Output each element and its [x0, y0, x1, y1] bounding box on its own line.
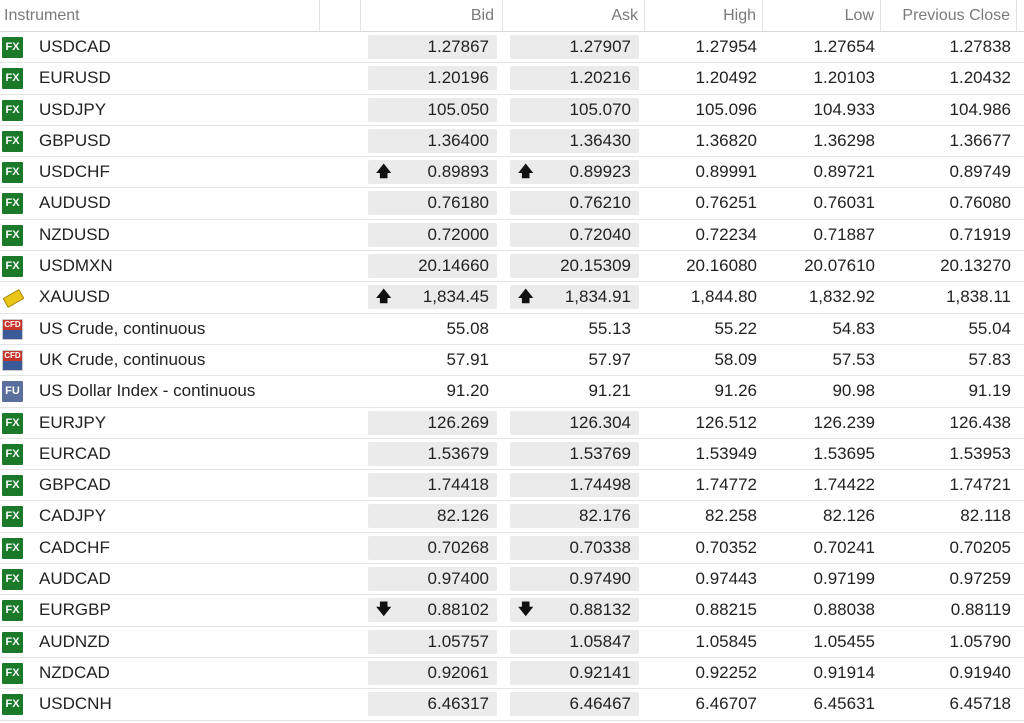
high-price: 1.20492 [695, 68, 757, 88]
previous-close-price: 0.88119 [950, 600, 1011, 620]
ask-price-cell[interactable] [510, 160, 639, 184]
previous-close-price: 55.04 [968, 318, 1011, 338]
ask-price-cell[interactable] [510, 442, 639, 466]
previous-close-price: 0.71919 [949, 224, 1011, 244]
table-row[interactable] [0, 595, 1024, 626]
cfd-icon-label: CFD [4, 319, 21, 329]
instrument-name: NZDUSD [39, 224, 110, 244]
bid-price-cell[interactable] [368, 223, 497, 247]
table-row[interactable] [0, 658, 1024, 689]
ask-price-cell[interactable] [510, 254, 639, 278]
previous-close-price: 91.19 [968, 381, 1011, 401]
previous-close-price: 57.83 [968, 349, 1011, 369]
fx-icon: FX [2, 225, 23, 246]
ask-price-cell[interactable] [510, 129, 639, 153]
previous-close-price: 1.05790 [949, 631, 1011, 651]
low-price: 0.89721 [813, 162, 875, 182]
arrow-up-icon: 🡅 [376, 163, 392, 181]
arrow-down-icon: 🡇 [376, 601, 392, 619]
high-price: 1.05845 [695, 631, 757, 651]
previous-close-price: 6.45718 [949, 694, 1011, 714]
futures-icon: FU [2, 381, 23, 402]
cfd-icon-band [3, 361, 22, 370]
previous-close-price: 1.53953 [949, 443, 1011, 463]
low-price: 1.05455 [813, 631, 875, 651]
low-price: 1.36298 [813, 130, 875, 150]
table-row[interactable] [0, 408, 1024, 439]
high-price: 6.46707 [695, 694, 757, 714]
instrument-name: UK Crude, continuous [39, 349, 206, 369]
ask-price: 6.46467 [569, 694, 631, 714]
low-price: 104.933 [813, 99, 875, 119]
high-price: 1.53949 [695, 443, 757, 463]
ask-price: 0.88132 [569, 600, 631, 620]
table-row[interactable] [0, 220, 1024, 251]
fx-icon: FX [2, 569, 23, 590]
table-row[interactable] [0, 501, 1024, 532]
ask-price: 20.15309 [560, 256, 631, 276]
bid-price-cell[interactable] [368, 129, 497, 153]
instrument-name: USDCHF [39, 162, 110, 182]
fx-icon: FX [2, 413, 23, 434]
ask-price: 0.76210 [569, 193, 631, 213]
bid-price: 82.126 [437, 506, 489, 526]
column-header-high[interactable]: High [645, 0, 763, 31]
fx-icon: FX [2, 506, 23, 527]
column-header-instrument[interactable]: Instrument [0, 0, 320, 31]
bid-price-cell[interactable] [368, 411, 497, 435]
instrument-name: EURGBP [39, 600, 111, 620]
previous-close-price: 1.36677 [949, 130, 1011, 150]
bid-price: 1.53679 [427, 443, 489, 463]
bid-price: 57.91 [446, 349, 489, 369]
ask-price: 126.304 [569, 412, 631, 432]
high-price: 55.22 [714, 318, 757, 338]
table-row[interactable] [0, 314, 1024, 345]
previous-close-price: 1,838.11 [946, 287, 1011, 307]
bid-price: 1.20196 [427, 68, 489, 88]
ask-price: 0.72040 [569, 224, 631, 244]
table-row[interactable] [0, 126, 1024, 157]
column-header-previous-close[interactable]: Previous Close [881, 0, 1017, 31]
bid-price: 0.97400 [427, 569, 489, 589]
high-price: 0.70352 [695, 537, 757, 557]
ask-price: 0.92141 [569, 662, 631, 682]
low-price: 0.91914 [813, 662, 875, 682]
ask-price-cell[interactable] [510, 66, 639, 90]
previous-close-price: 126.438 [949, 412, 1011, 432]
ask-price-cell[interactable] [510, 98, 639, 122]
high-price: 0.97443 [695, 569, 757, 589]
ask-price-cell[interactable] [510, 473, 639, 497]
low-price: 1.27654 [813, 37, 875, 56]
low-price: 1.53695 [813, 443, 875, 463]
ask-price: 57.97 [588, 349, 631, 369]
high-price: 20.16080 [686, 256, 757, 276]
low-price: 57.53 [832, 349, 875, 369]
ask-price-cell[interactable] [510, 411, 639, 435]
ask-price: 82.176 [579, 506, 631, 526]
ask-price-cell[interactable] [510, 661, 639, 685]
arrow-down-icon: 🡇 [518, 601, 534, 619]
bid-price: 1.36400 [427, 130, 489, 150]
fx-icon: FX [2, 162, 23, 183]
bid-price: 1.27867 [427, 37, 489, 56]
high-price: 58.09 [714, 349, 757, 369]
low-price: 20.07610 [804, 256, 875, 276]
bid-price-cell[interactable] [368, 630, 497, 654]
low-price: 1.74422 [813, 475, 875, 495]
bid-price-cell[interactable] [368, 692, 497, 716]
bid-price: 0.70268 [427, 537, 489, 557]
high-price: 1,844.80 [690, 287, 757, 307]
previous-close-price: 0.76080 [949, 193, 1011, 213]
table-row[interactable] [0, 345, 1024, 376]
bid-price: 0.89893 [427, 162, 489, 182]
bid-price: 1,834.45 [422, 287, 489, 307]
ask-price-cell[interactable] [510, 598, 639, 622]
high-price: 82.258 [705, 506, 757, 526]
instrument-name: CADCHF [39, 537, 110, 557]
bid-price: 91.20 [446, 381, 489, 401]
ask-price-cell[interactable] [510, 504, 639, 528]
arrow-up-icon: 🡅 [518, 163, 534, 181]
gold-bar-icon [2, 287, 23, 308]
high-price: 1.36820 [695, 130, 757, 150]
high-price: 105.096 [695, 99, 757, 119]
instrument-name: GBPCAD [39, 475, 111, 495]
low-price: 0.76031 [813, 193, 875, 213]
ask-price-cell[interactable] [510, 692, 639, 716]
ask-price: 105.070 [569, 99, 631, 119]
ask-price: 1.36430 [569, 130, 631, 150]
bid-price: 55.08 [446, 318, 489, 338]
bid-price: 0.88102 [427, 600, 489, 620]
table-row[interactable] [0, 689, 1024, 720]
bid-price: 126.269 [427, 412, 489, 432]
ask-price: 1.74498 [569, 475, 631, 495]
fx-icon: FX [2, 100, 23, 121]
high-price: 0.88215 [695, 600, 757, 620]
bid-price: 20.14660 [418, 256, 489, 276]
table-row[interactable] [0, 439, 1024, 470]
instrument-name: USDJPY [39, 99, 107, 119]
table-row[interactable] [0, 157, 1024, 188]
instrument-name: EURCAD [39, 443, 111, 463]
previous-close-price: 1.74721 [949, 475, 1011, 495]
bid-price-cell[interactable] [368, 504, 497, 528]
table-header [0, 0, 1024, 32]
ask-price-cell[interactable] [510, 35, 639, 59]
low-price: 0.70241 [813, 537, 875, 557]
fx-icon: FX [2, 193, 23, 214]
high-price: 1.27954 [695, 37, 757, 56]
ask-price-cell[interactable] [510, 285, 639, 309]
high-price: 0.72234 [695, 224, 757, 244]
previous-close-price: 82.118 [960, 506, 1011, 526]
low-price: 82.126 [823, 506, 875, 526]
cfd-icon-label: CFD [4, 350, 21, 360]
previous-close-price: 104.986 [949, 99, 1011, 119]
ask-price: 55.13 [588, 318, 631, 338]
bid-price: 6.46317 [427, 694, 489, 714]
instrument-name: GBPUSD [39, 130, 111, 150]
fx-icon: FX [2, 475, 23, 496]
previous-close-price: 0.91940 [949, 662, 1011, 682]
cfd-icon [2, 350, 23, 371]
bid-price-cell[interactable] [368, 35, 497, 59]
gold-bar-shape [3, 289, 25, 308]
arrow-up-icon: 🡅 [376, 288, 392, 306]
instrument-name: US Crude, continuous [39, 318, 206, 338]
table-row[interactable] [0, 627, 1024, 658]
instrument-name: AUDCAD [39, 569, 111, 589]
low-price: 0.97199 [813, 569, 875, 589]
instrument-name: AUDNZD [39, 631, 110, 651]
fx-icon: FX [2, 68, 23, 89]
bid-price-cell[interactable] [368, 379, 497, 403]
low-price: 1,832.92 [808, 287, 875, 307]
ask-price-cell[interactable] [510, 567, 639, 591]
low-price: 126.239 [813, 412, 875, 432]
bid-price: 105.050 [427, 99, 489, 119]
table-row[interactable] [0, 564, 1024, 595]
bid-price: 0.92061 [427, 662, 489, 682]
high-price: 91.26 [714, 381, 757, 401]
instrument-name: USDCAD [39, 37, 111, 56]
high-price: 0.92252 [695, 662, 757, 682]
bid-price-cell[interactable] [368, 473, 497, 497]
bid-price-cell[interactable] [368, 98, 497, 122]
table-row[interactable] [0, 95, 1024, 126]
high-price: 1.74772 [695, 475, 757, 495]
table-body [0, 32, 1024, 721]
ask-price: 0.70338 [569, 537, 631, 557]
ask-price: 91.21 [588, 381, 631, 401]
bid-price-cell[interactable] [368, 317, 497, 341]
instrument-name: AUDUSD [39, 193, 111, 213]
table-row[interactable] [0, 32, 1024, 63]
ask-price-cell[interactable] [510, 223, 639, 247]
ask-price: 1,834.91 [564, 287, 631, 307]
low-price: 0.71887 [813, 224, 875, 244]
bid-price: 0.72000 [427, 224, 489, 244]
instrument-name: EURJPY [39, 412, 107, 432]
bid-price: 1.74418 [427, 475, 489, 495]
bid-price-cell[interactable] [368, 254, 497, 278]
instrument-name: XAUUSD [39, 287, 110, 307]
previous-close-price: 1.27838 [949, 37, 1011, 56]
instrument-name: USDMXN [39, 256, 113, 276]
fx-icon: FX [2, 663, 23, 684]
ask-price: 1.20216 [569, 68, 631, 88]
bid-price-cell[interactable] [368, 661, 497, 685]
fx-icon: FX [2, 538, 23, 559]
previous-close-price: 0.97259 [949, 569, 1011, 589]
high-price: 126.512 [695, 412, 757, 432]
column-header-spacer [320, 0, 361, 31]
ask-price: 1.05847 [569, 631, 631, 651]
instrument-name: USDCNH [39, 694, 112, 714]
bid-price-cell[interactable] [368, 598, 497, 622]
fx-icon: FX [2, 632, 23, 653]
bid-price-cell[interactable] [368, 191, 497, 215]
fx-icon: FX [2, 131, 23, 152]
table-row[interactable] [0, 533, 1024, 564]
bid-price-cell[interactable] [368, 66, 497, 90]
ask-price-cell[interactable] [510, 630, 639, 654]
low-price: 6.45631 [813, 694, 875, 714]
low-price: 0.88038 [813, 600, 875, 620]
bid-price-cell[interactable] [368, 442, 497, 466]
previous-close-price: 0.89749 [949, 162, 1011, 182]
table-row[interactable] [0, 251, 1024, 282]
bid-price-cell[interactable] [368, 348, 497, 372]
ask-price-cell[interactable] [510, 317, 639, 341]
ask-price-cell[interactable] [510, 536, 639, 560]
ask-price-cell[interactable] [510, 348, 639, 372]
table-row[interactable] [0, 282, 1024, 313]
ask-price: 1.27907 [569, 37, 631, 56]
previous-close-price: 0.70205 [949, 537, 1011, 557]
instrument-name: EURUSD [39, 68, 111, 88]
bid-price: 0.76180 [427, 193, 489, 213]
bid-price-cell[interactable] [368, 285, 497, 309]
instrument-name: NZDCAD [39, 662, 110, 682]
fx-icon: FX [2, 444, 23, 465]
bid-price-cell[interactable] [368, 536, 497, 560]
table-row[interactable] [0, 63, 1024, 94]
high-price: 0.89991 [695, 162, 757, 182]
fx-icon: FX [2, 694, 23, 715]
ask-price-cell[interactable] [510, 191, 639, 215]
instrument-name: CADJPY [39, 506, 107, 526]
fx-icon: FX [2, 256, 23, 277]
ask-price: 0.97490 [569, 569, 631, 589]
low-price: 54.83 [832, 318, 875, 338]
fx-icon: FX [2, 600, 23, 621]
column-header-low[interactable]: Low [763, 0, 881, 31]
low-price: 1.20103 [813, 68, 875, 88]
bid-price-cell[interactable] [368, 160, 497, 184]
previous-close-price: 1.20432 [949, 68, 1011, 88]
cfd-icon-band [3, 330, 22, 339]
table-row[interactable] [0, 470, 1024, 501]
cfd-icon [2, 319, 23, 340]
table-row[interactable] [0, 188, 1024, 219]
ask-price-cell[interactable] [510, 379, 639, 403]
bid-price-cell[interactable] [368, 567, 497, 591]
previous-close-price: 20.13270 [940, 256, 1011, 276]
fx-icon: FX [2, 37, 23, 58]
column-header-bid[interactable]: Bid [361, 0, 503, 31]
column-header-ask[interactable]: Ask [503, 0, 645, 31]
low-price: 90.98 [832, 381, 875, 401]
arrow-up-icon: 🡅 [518, 288, 534, 306]
ask-price: 0.89923 [569, 162, 631, 182]
high-price: 0.76251 [695, 193, 757, 213]
bid-price: 1.05757 [427, 631, 489, 651]
table-row[interactable] [0, 376, 1024, 407]
instrument-name: US Dollar Index - continuous [39, 381, 256, 401]
ask-price: 1.53769 [569, 443, 631, 463]
